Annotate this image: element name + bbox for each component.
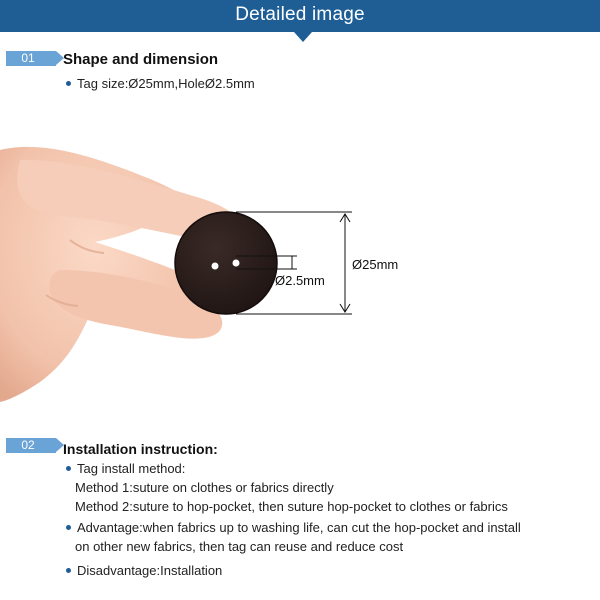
disadvantage-bullet (66, 563, 222, 578)
method-2-line (75, 499, 508, 514)
section-number-badge (6, 438, 56, 453)
tag-size-bullet (66, 76, 255, 91)
install-method-text: Tag install method: (77, 461, 186, 476)
disadvantage-text: Installation (160, 563, 223, 578)
tag-hole (233, 260, 240, 267)
section-title: Shape and dimension (63, 51, 219, 68)
method-2-key: Method 2: (75, 499, 133, 514)
install-method-bullet (66, 461, 185, 476)
section-number: 02 (21, 438, 35, 452)
bullet-dot (66, 568, 71, 573)
method-2-text: suture to hop-pocket, then suture hop-pocket to clothes or fabrics (132, 499, 508, 514)
advantage-key: Advantage: (77, 520, 143, 535)
advantage-bullet (66, 520, 521, 535)
method-1-line (75, 480, 334, 495)
method-1-text: suture on clothes or fabrics directly (132, 480, 334, 495)
hole-dimension-label: Ø2.5mm (275, 273, 325, 288)
tag-size-text: Tag size:Ø25mm,HoleØ2.5mm (77, 76, 255, 91)
bullet-dot (66, 466, 71, 471)
header-bar (0, 0, 600, 32)
tag-hole (212, 263, 219, 270)
bullet-dot (66, 81, 71, 86)
section-title: Installation instruction: (63, 441, 218, 457)
page-title: Detailed image (235, 4, 365, 25)
header-pointer (294, 32, 312, 42)
section-number-badge (6, 51, 56, 66)
method-1-key: Method 1: (75, 480, 133, 495)
diameter-dimension-label: Ø25mm (352, 257, 399, 272)
product-photo (0, 120, 600, 420)
disadvantage-key: Disadvantage: (77, 563, 161, 578)
rfid-tag (175, 212, 277, 314)
section-number: 01 (21, 51, 35, 65)
bullet-dot (66, 525, 71, 530)
advantage-text: when fabrics up to washing life, can cut the hop-pocket and install (142, 520, 521, 535)
advantage-continuation: on other new fabrics, then tag can reuse and reduce cost (75, 539, 404, 554)
